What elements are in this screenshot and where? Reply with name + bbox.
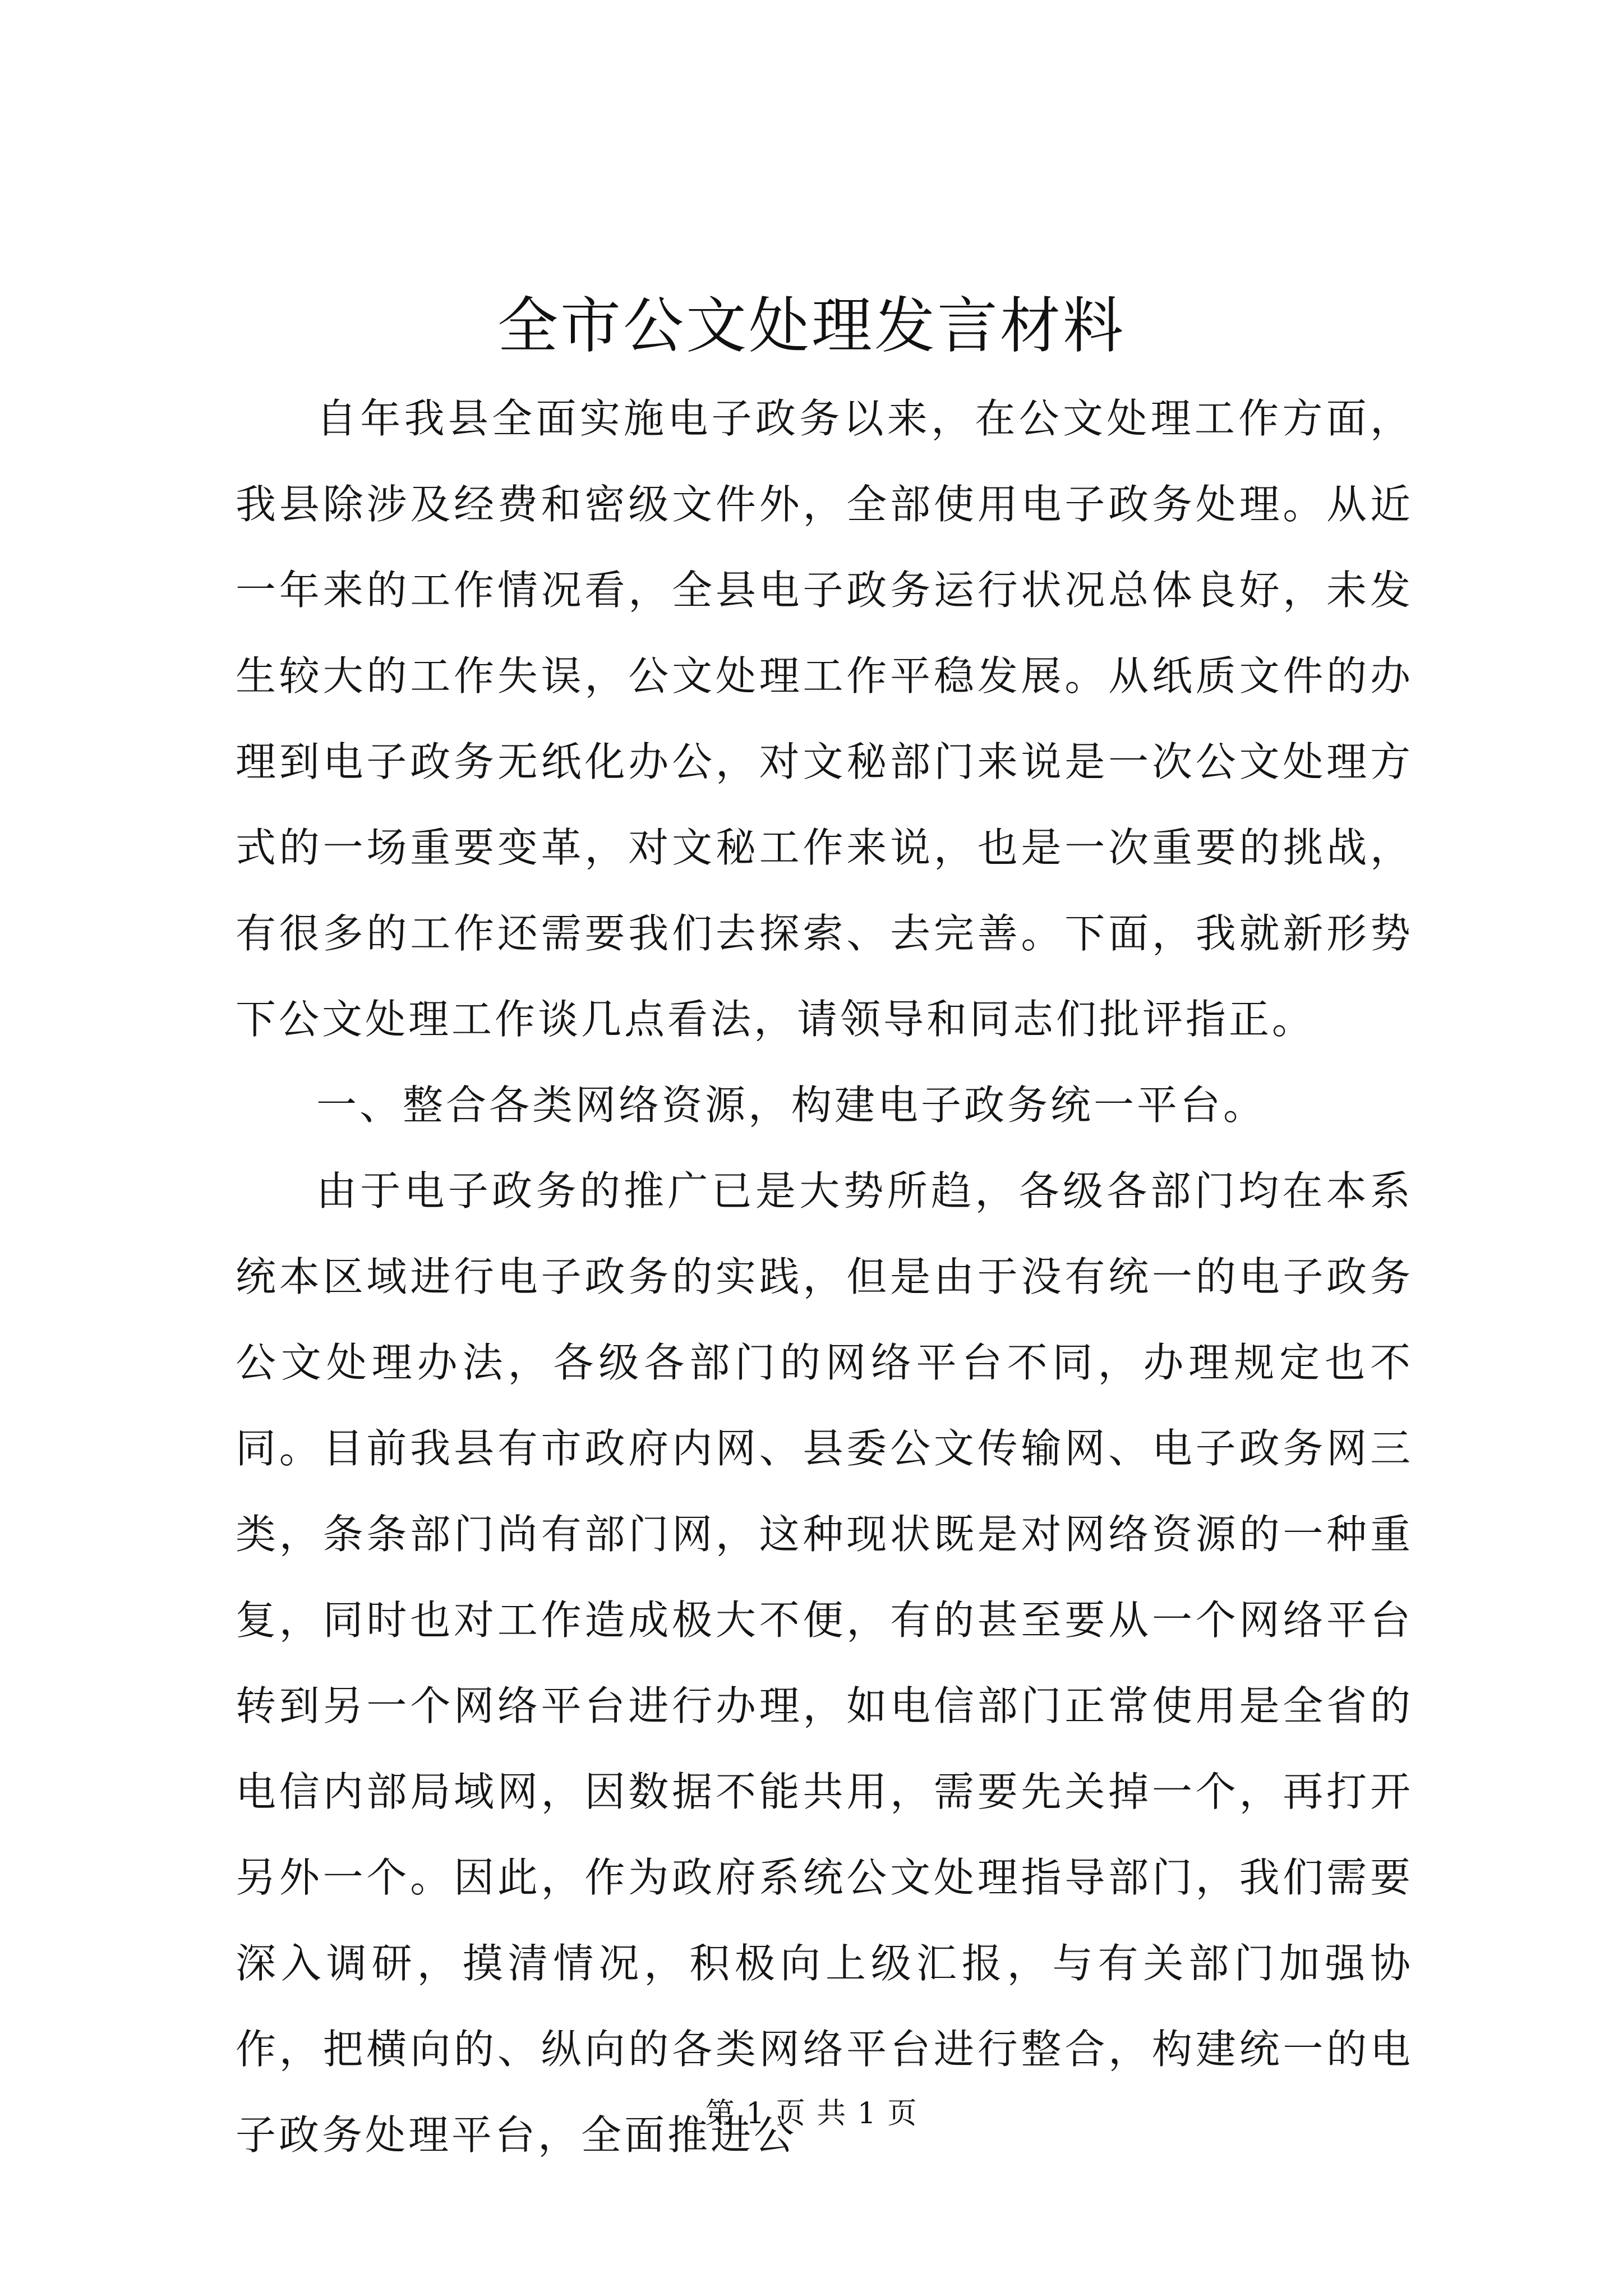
section-heading-1: 一、整合各类网络资源，构建电子政务统一平台。 [316, 1082, 1267, 1129]
section-paragraph-1: 由于电子政务的推广已是大势所趋，各级各部门均在本系统本区域进行电子政务的实践，但是由于没有统一的电子政务公文处理办法，各级各部门的网络平台不同，办理规定也不同。目前我县有市政府内网、县委公文传输网、电子政务网三类，条条部门尚有部门网，这种现状既是对网络资源的一种重复，同时也对工作造成极大不便，有的甚至要从一个网络平台转到另一个网络平台进行办理，如电信部门正常使用是全省的电信内部局域网，因数据不能共用，需要先关掉一个，再打开另外一个。因此，作为政府系统公文处理指导部门，我们需要深入调研，摸清情况，积极向上级汇报，与有关部门加强协作，把横向的、纵向的各类网络平台进行整合，构建统一的电子政务处理平台，全面推进公 [236, 1167, 1413, 2159]
intro-paragraph: 自年我县全面实施电子政务以来，在公文处理工作方面，我县除涉及经费和密级文件外，全部使用电子政务处理。从近一年来的工作情况看，全县电子政务运行状况总体良好，未发生较大的工作失误，公文处理工作平稳发展。从纸质文件的办理到电子政务无纸化办公，对文秘部门来说是一次公文处理方式的一场重要变革，对文秘工作来说，也是一次重要的挑战，有很多的工作还需要我们去探索、去完善。下面，我就新形势下公文处理工作谈几点看法，请领导和同志们批评指正。 [236, 395, 1413, 1043]
page-number-footer: 第 1 页 共 1 页 [705, 2097, 918, 2131]
document-body [236, 376, 1413, 2178]
document-title: 全市公文处理发言材料 [497, 291, 1126, 361]
